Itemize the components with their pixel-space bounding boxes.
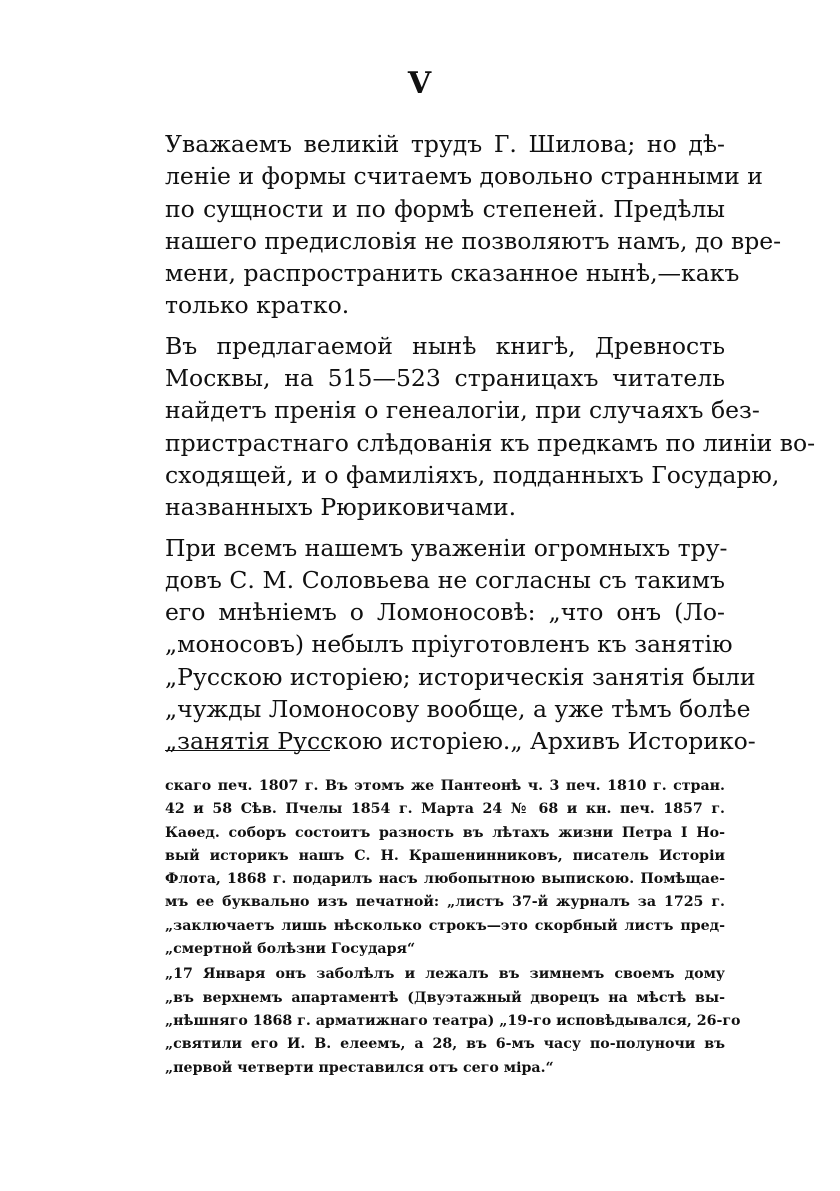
main-text-line: по сущности и по формѣ степеней. Предѣлы bbox=[165, 194, 725, 223]
page-number: V bbox=[407, 66, 433, 101]
footnote-line: „нѣшняго 1868 г. арматижнаго театра) „19-го исповѣдывался, 26-го bbox=[165, 1012, 741, 1029]
footnote-line: Каѳед. соборъ состоитъ разность въ лѣтахъ жизни Петра I Но- bbox=[165, 824, 725, 841]
main-text-line: пристрастнаго слѣдованiя къ предкамъ по линiи во- bbox=[165, 428, 816, 457]
footnote-line: Флота, 1868 г. подарилъ насъ любопытною выпискою. Помѣщае- bbox=[165, 871, 725, 888]
footnote-line: „смертной болѣзни Государя“ bbox=[165, 941, 416, 958]
main-text-line: „Русскою исторiею; историческiя занятiя были bbox=[165, 662, 756, 691]
main-text-line: „чужды Ломоносову вообще, а уже тѣмъ болѣе bbox=[165, 695, 751, 724]
main-text-line: Москвы, на 515—523 страницахъ читатель bbox=[165, 364, 725, 393]
footnote-line: скаго печ. 1807 г. Въ этомъ же Пантеонѣ ч. 3 печ. 1810 г. стран. bbox=[165, 778, 725, 794]
footnote-line: „заключаетъ лишь нѣсколько строкъ—это скорбный листъ пред- bbox=[165, 917, 725, 934]
footnotes bbox=[165, 775, 741, 1080]
main-text-line: мени, распространить сказанное нынѣ,—какъ bbox=[165, 259, 740, 288]
main-text-line: названныхъ Рюриковичами. bbox=[165, 493, 517, 522]
footnote-separator bbox=[165, 750, 330, 751]
footnote-line: „въ верхнемъ апартаментѣ (Двуэтажный дворецъ на мѣстѣ вы- bbox=[165, 989, 725, 1006]
main-text-line: При всемъ нашемъ уваженiи огромныхъ тру- bbox=[165, 533, 728, 562]
main-text-line: сходящей, и о фамилiяхъ, подданныхъ Государю, bbox=[165, 460, 780, 489]
main-text bbox=[165, 128, 816, 758]
paragraph-gap bbox=[165, 524, 725, 532]
footnote-line: вый историкъ нашъ С. Н. Крашенинниковъ, писатель Исторiи bbox=[165, 847, 725, 864]
footnote-line: „святили его И. В. елеемъ, а 28, въ 6-мъ часу по-полуночи въ bbox=[165, 1036, 725, 1053]
main-text-line: нашего предисловiя не позволяютъ намъ, до вре- bbox=[165, 226, 782, 255]
main-text-line: найдетъ пренiя о генеалогiи, при случаяхъ без- bbox=[165, 396, 760, 425]
paragraph-gap bbox=[165, 322, 725, 330]
main-text-line: его мнѣнiемъ о Ломоносовѣ: „что онъ (Ло- bbox=[165, 598, 725, 627]
footnote-line: „17 Января онъ заболѣлъ и лежалъ въ зимнемъ своемъ дому bbox=[165, 966, 725, 983]
footnote-line: „первой четверти преставился отъ сего мiра.“ bbox=[165, 1059, 554, 1076]
main-text-line: „занятiя Русскою исторiею.„ Архивъ Историко- bbox=[165, 727, 756, 756]
main-text-line: только кратко. bbox=[165, 291, 350, 320]
main-text-line: „моносовъ) небылъ прiуготовленъ къ занятiю bbox=[165, 630, 733, 659]
main-text-line: ленiе и формы считаемъ довольно странными и bbox=[165, 162, 763, 191]
main-text-line: Уважаемъ великiй трудъ Г. Шилова; но дѣ- bbox=[165, 130, 725, 158]
footnote-line: мъ ее буквально изъ печатной: „листъ 37-й журналъ за 1725 г. bbox=[165, 894, 725, 911]
footnote-line: 42 и 58 Сѣв. Пчелы 1854 г. Марта 24 № 68 и кн. печ. 1857 г. bbox=[165, 801, 725, 818]
main-text-line: Въ предлагаемой нынѣ книгѣ, Древность bbox=[165, 331, 725, 360]
main-text-line: довъ С. М. Соловьева не согласны съ такимъ bbox=[165, 565, 725, 594]
